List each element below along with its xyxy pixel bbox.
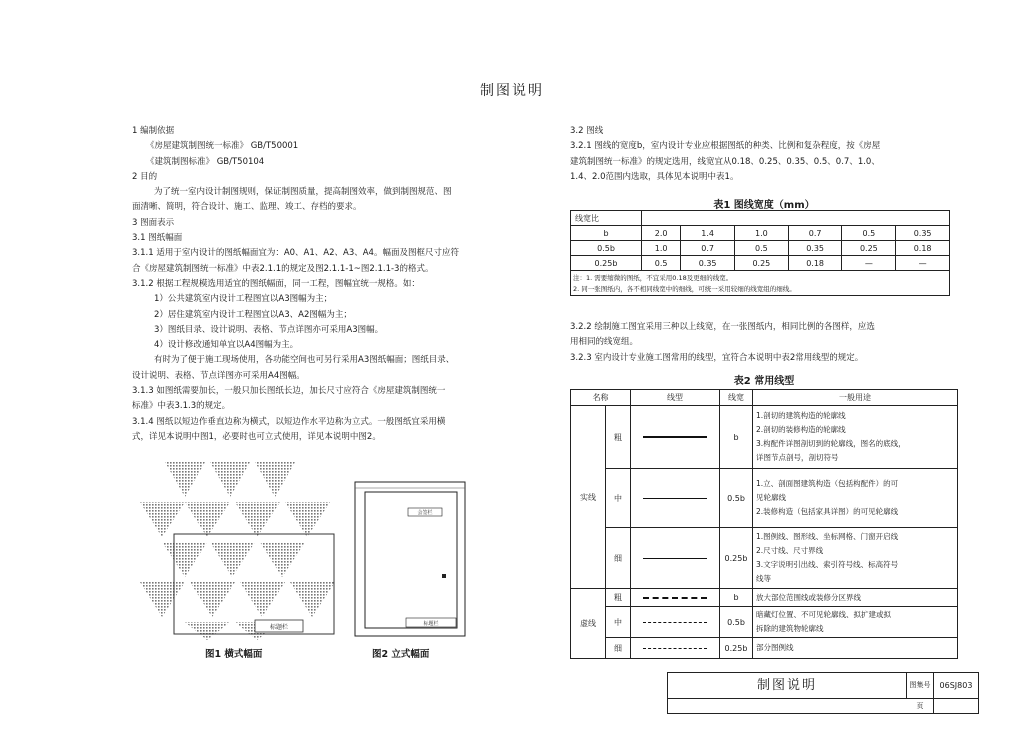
left-text-line: 3 图面表示 xyxy=(132,217,175,228)
left-column-text xyxy=(132,124,532,445)
usage-line: 1.图例线、图形线、坐标网格、门窗开启线 xyxy=(756,532,899,541)
table-1-cell: 1.0 xyxy=(642,241,681,256)
left-text-line: 1）公共建筑室内设计工程图宜以A3图幅为主； xyxy=(154,294,333,305)
title-block xyxy=(667,672,979,714)
line-sample xyxy=(643,498,707,499)
table-2-row xyxy=(571,406,958,469)
right-text-line: 建筑制图统一标准》的规定选用，线宽宜从0.18、0.25、0.35、0.5、0.7、1.0、 xyxy=(570,156,880,167)
table-2-row xyxy=(571,528,958,589)
table-1-row-label: 0.25b xyxy=(571,256,642,271)
usage-line: 2.尺寸线、尺寸界线 xyxy=(756,546,824,555)
table-2-subtype: 中 xyxy=(606,469,631,528)
line-sample xyxy=(643,648,707,649)
line-sample xyxy=(643,558,707,559)
table-1-header: 线宽比 xyxy=(571,211,642,226)
usage-line: 1.剖切的建筑构造的轮廓线 xyxy=(756,411,846,420)
left-text-line: 合《房屋建筑制图统一标准》中表2.1.1的规定及图2.1.1-1~图2.1.1-3的格式。 xyxy=(132,263,434,274)
usage-line: 1.立、剖面图建筑构造（包括构配件）的可 xyxy=(756,479,899,488)
table-2-line-types xyxy=(570,389,958,659)
right-text-line: 1.4、2.0范围内选取，具体见本说明中表1。 xyxy=(570,171,739,182)
left-text-line: 3.1.2 根据工程规模选用适宜的图纸幅面，同一工程，图幅宜统一规格。如： xyxy=(132,278,420,289)
table-2-header: 线型 xyxy=(631,390,720,406)
left-text-line: 3）图纸目录、设计说明、表格、节点详图亦可采用A3图幅。 xyxy=(154,324,384,335)
figure-2-vertical-sheet xyxy=(350,478,470,640)
left-text-line: 3.1.4 图纸以短边作垂直边称为横式，以短边作水平边称为立式。一般图纸宜采用横 xyxy=(132,416,446,427)
left-text-line: 1 编制依据 xyxy=(132,126,175,136)
usage-line: 见轮廓线 xyxy=(756,493,786,502)
table-1-cell: 0.25 xyxy=(734,256,788,271)
table-2-usage xyxy=(753,607,958,638)
table-2-width: 0.5b xyxy=(720,607,753,638)
atlas-number-label: 图集号 xyxy=(907,673,934,699)
right-text-line: 用相同的线宽组。 xyxy=(570,337,639,348)
table-2-group-name: 虚线 xyxy=(571,589,606,659)
figure-2-caption: 图2 立式幅面 xyxy=(372,649,430,660)
table-1-cell: 0.5 xyxy=(642,256,681,271)
usage-line: 放大部位范围线或装修分区界线 xyxy=(756,592,861,602)
table-2-subtype: 粗 xyxy=(606,589,631,607)
title-block-title: 制图说明 xyxy=(668,673,907,699)
usage-line: 3.构配件详图剖切到的轮廓线，图名的底线， xyxy=(756,439,906,448)
table-1-caption: 表1 图线宽度（mm） xyxy=(713,200,815,211)
table-2-caption: 表2 常用线型 xyxy=(733,376,795,387)
table-1-note: 2. 同一张图纸内，各不相同线宽中的细线，可统一采用较细的线宽组的细线。 xyxy=(573,285,796,293)
left-text-line: 式，详见本说明中图1，必要时也可立式使用，详见本说明中图2。 xyxy=(132,431,381,442)
table-2-width: 0.25b xyxy=(720,528,753,589)
table-1-cell: 1.0 xyxy=(734,226,788,241)
left-text-line: 面清晰、简明，符合设计、施工、监理、竣工、存档的要求。 xyxy=(132,202,362,213)
left-text-line: 2 目的 xyxy=(132,171,158,182)
table-1-cell: 0.35 xyxy=(681,256,735,271)
figure-1-caption: 图1 横式幅面 xyxy=(205,649,263,660)
table-1-cell: 0.7 xyxy=(788,226,842,241)
table-2-subtype: 细 xyxy=(606,638,631,659)
usage-line: 详图节点剖号，剖切符号 xyxy=(756,453,839,462)
table-2-width: b xyxy=(720,589,753,607)
table-1-cell: 0.5 xyxy=(842,226,896,241)
fig2-sign-bar-label: 会签栏 xyxy=(417,510,433,516)
atlas-number: 06SJ803 xyxy=(934,673,978,699)
table-1-note: 注：1. 需要缩微的图纸，不宜采用0.18及更细的线宽。 xyxy=(573,274,733,282)
table-2-header: 一般用途 xyxy=(753,390,958,406)
left-text-line: 2）居住建筑室内设计工程图宜以A3、A2图幅为主； xyxy=(154,309,352,320)
right-column-text-top xyxy=(570,124,958,185)
table-2-width: 0.25b xyxy=(720,638,753,659)
table-2-subtype: 中 xyxy=(606,607,631,638)
left-text-line: 标准》中表3.1.3的规定。 xyxy=(132,401,231,412)
fig2-title-bar-label: 标题栏 xyxy=(423,621,439,627)
table-2-group-name: 实线 xyxy=(571,406,606,589)
left-text-line: 3.1.3 如图纸需要加长，一般只加长图纸长边，加长尺寸应符合《房屋建筑制图统一 xyxy=(132,386,446,397)
table-1-notes xyxy=(570,271,950,296)
usage-line: 3.文字说明引出线、索引符号线、标高符号 xyxy=(756,560,899,569)
right-column-text-mid xyxy=(570,320,958,366)
table-1-cell: — xyxy=(896,256,950,271)
line-sample xyxy=(643,597,707,599)
table-2-row xyxy=(571,638,958,659)
left-text-line: 《房屋建筑制图统一标准》 GB/T50001 xyxy=(146,141,299,152)
right-text-line: 3.2.3 室内设计专业施工图常用的线型，宜符合本说明中表2常用线型的规定。 xyxy=(570,352,864,363)
table-1-cell: 0.35 xyxy=(788,241,842,256)
left-text-line: 有时为了便于施工现场使用，各功能空间也可另行采用A3图纸幅面；图纸目录、 xyxy=(154,355,455,366)
table-2-row xyxy=(571,607,958,638)
usage-line: 2.装修构造（包括家具详图）的可见轮廓线 xyxy=(756,507,899,516)
left-text-line: 3.1.1 适用于室内设计的图纸幅面宜为：A0、A1、A2、A3、A4。幅面及图框尺寸应符 xyxy=(132,248,459,259)
line-sample xyxy=(643,622,707,623)
left-text-line: 4）设计修改通知单宜以A4图幅为主。 xyxy=(154,340,299,351)
fig1-title-bar-label: 标题栏 xyxy=(269,624,289,631)
left-text-line: 《建筑制图标准》 GB/T50104 xyxy=(146,156,265,167)
table-2-width: b xyxy=(720,406,753,469)
table-2-header: 名称 xyxy=(571,390,631,406)
usage-line: 线等 xyxy=(756,574,771,583)
table-2-header: 线宽 xyxy=(720,390,753,406)
table-1-cell: 2.0 xyxy=(642,226,681,241)
right-text-line: 3.2.1 图线的宽度b，室内设计专业应根据图纸的种类、比例和复杂程度，按《房屋 xyxy=(570,141,881,152)
left-text-line: 为了统一室内设计制图规则，保证制图质量，提高制图效率，做到制图规范、图 xyxy=(154,187,452,198)
table-1-row-label: b xyxy=(571,226,642,241)
table-1-cell: — xyxy=(842,256,896,271)
usage-line: 部分图例线 xyxy=(756,643,794,652)
left-text-line: 设计说明、表格、节点详图亦可采用A4图幅。 xyxy=(132,370,305,381)
table-2-usage xyxy=(753,528,958,589)
table-2-usage xyxy=(753,589,958,607)
table-1-row xyxy=(571,226,950,241)
table-2-row xyxy=(571,589,958,607)
right-text-line: 3.2.2 绘制施工图宜采用三种以上线宽，在一张图纸内，相同比例的各图样，应选 xyxy=(570,322,875,332)
table-2-usage xyxy=(753,406,958,469)
usage-line: 暗藏灯位置、不可见轮廓线、拟扩建或拟 xyxy=(756,610,891,619)
table-1-cell: 0.5 xyxy=(734,241,788,256)
usage-line: 2.剖切的装修构造的轮廓线 xyxy=(756,425,846,434)
table-2-row xyxy=(571,469,958,528)
table-2-usage xyxy=(753,638,958,659)
usage-line: 拆除的建筑物轮廓线 xyxy=(756,624,824,633)
table-1-row xyxy=(571,241,950,256)
right-text-line: 3.2 图线 xyxy=(570,126,604,136)
table-2-usage xyxy=(753,469,958,528)
table-1-cell: 0.18 xyxy=(788,256,842,271)
table-1-cell: 0.7 xyxy=(681,241,735,256)
table-1-cell: 0.25 xyxy=(842,241,896,256)
table-1-line-widths xyxy=(570,210,950,296)
table-1-cell: 0.35 xyxy=(896,226,950,241)
figure-1-horizontal-sheet xyxy=(140,462,340,640)
halftone-triangle-pattern xyxy=(140,462,335,640)
table-1-row-label: 0.5b xyxy=(571,241,642,256)
page-label: 页 xyxy=(907,699,934,713)
table-1-cell: 0.18 xyxy=(896,241,950,256)
table-1-cell: 1.4 xyxy=(681,226,735,241)
page-title: 制图说明 xyxy=(480,83,544,99)
line-sample xyxy=(643,436,707,438)
table-1-row xyxy=(571,256,950,271)
left-text-line: 3.1 图纸幅面 xyxy=(132,233,183,244)
table-2-subtype: 细 xyxy=(606,528,631,589)
table-2-subtype: 粗 xyxy=(606,406,631,469)
table-2-width: 0.5b xyxy=(720,469,753,528)
